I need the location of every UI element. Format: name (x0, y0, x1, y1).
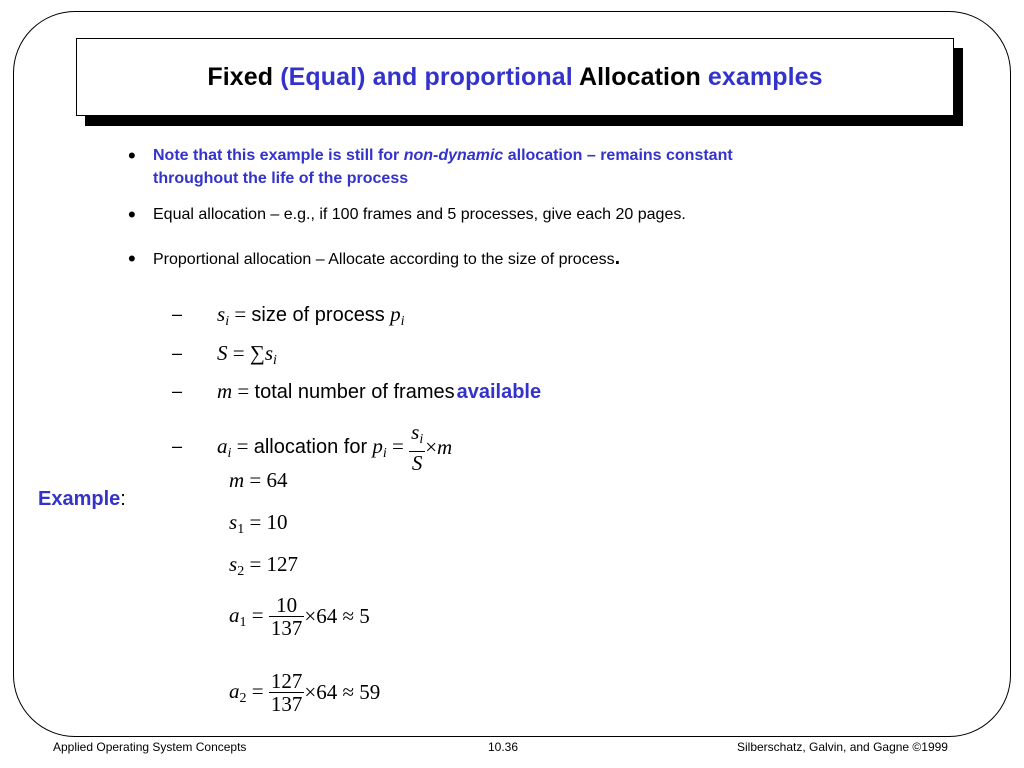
example-s2-value: 127 (266, 552, 299, 576)
bullet-text: Equal allocation – e.g., if 100 frames and 5 processes, give each 20 pages. (153, 206, 686, 223)
title-part-equal-proportional: (Equal) and proportional (280, 62, 573, 91)
example-m-value: 64 (266, 468, 288, 492)
fraction-a1 (269, 594, 305, 639)
dash-marker: – (172, 343, 183, 363)
title-part-examples: examples (707, 62, 823, 91)
example-a2: $a_2$ = $\frac{127}{137}$ ×64 ≈ 59 (229, 669, 381, 716)
a1-result: 5 (359, 604, 370, 628)
example-s2: $s_2 = 127$ (229, 552, 299, 579)
example-s1: $s_1 = 10$ (229, 510, 288, 537)
fraction-si-over-S: $\frac{s_i}{S}$ (411, 420, 424, 475)
a2-multiplier: 64 (316, 680, 338, 704)
title-part-fixed: Fixed (207, 62, 281, 91)
footer-copyright: Silberschatz, Galvin, and Gagne ©1999 (737, 740, 948, 754)
def-ai-text: allocation for (253, 435, 368, 458)
a2-numerator: 127 (270, 669, 303, 693)
slide-title (76, 38, 954, 116)
title-part-allocation: Allocation (572, 62, 708, 91)
fraction-a2 (269, 670, 305, 715)
a1-denominator: 137 (270, 616, 303, 640)
a2-result: 59 (359, 680, 381, 704)
bullet-emphasis: non-dynamic (403, 147, 504, 164)
a1-multiplier: 64 (316, 604, 338, 628)
def-S: $S = \sum s_i$ (217, 341, 277, 368)
bullet-dot: • (128, 202, 136, 227)
dash-marker: – (172, 381, 183, 401)
bullet-dot: • (128, 143, 136, 168)
bullet-period: . (614, 247, 621, 269)
def-m-text: total number of frames (254, 381, 455, 403)
example-label (38, 488, 126, 511)
def-m-available: available (456, 381, 542, 403)
example-s1-value: 10 (266, 510, 288, 534)
footer-page-number: 10.36 (488, 740, 519, 754)
bullet-dot: • (128, 246, 136, 271)
example-label-text: Example (38, 488, 121, 510)
def-ai: $a_i$ = allocation for $p_i$ = $\frac{s_i}{S}$ ×m (217, 420, 453, 475)
example-colon: : (120, 488, 126, 510)
bullet-text: Proportional allocation – Allocate according to the size of process (153, 251, 615, 268)
bullet-text: allocation – remains constant (503, 147, 733, 164)
a1-numerator: 10 (269, 594, 305, 617)
def-si-text: size of process (251, 304, 385, 326)
dash-marker: – (172, 304, 183, 324)
a2-denominator: 137 (270, 692, 303, 716)
dash-marker: – (172, 436, 183, 456)
bullet-text: Note that this example is still for (153, 147, 404, 164)
def-m: m = total number of frames available (217, 379, 542, 403)
bullet-text: throughout the life of the process (153, 170, 409, 187)
footer-course-title: Applied Operating System Concepts (53, 740, 247, 754)
example-a1: $a_1$ = $\frac{10}{137}$ ×64 ≈ 5 (229, 593, 370, 640)
def-si: $s_i$ = size of process $p_i$ (217, 302, 405, 329)
example-m: m = 64 (229, 468, 288, 492)
